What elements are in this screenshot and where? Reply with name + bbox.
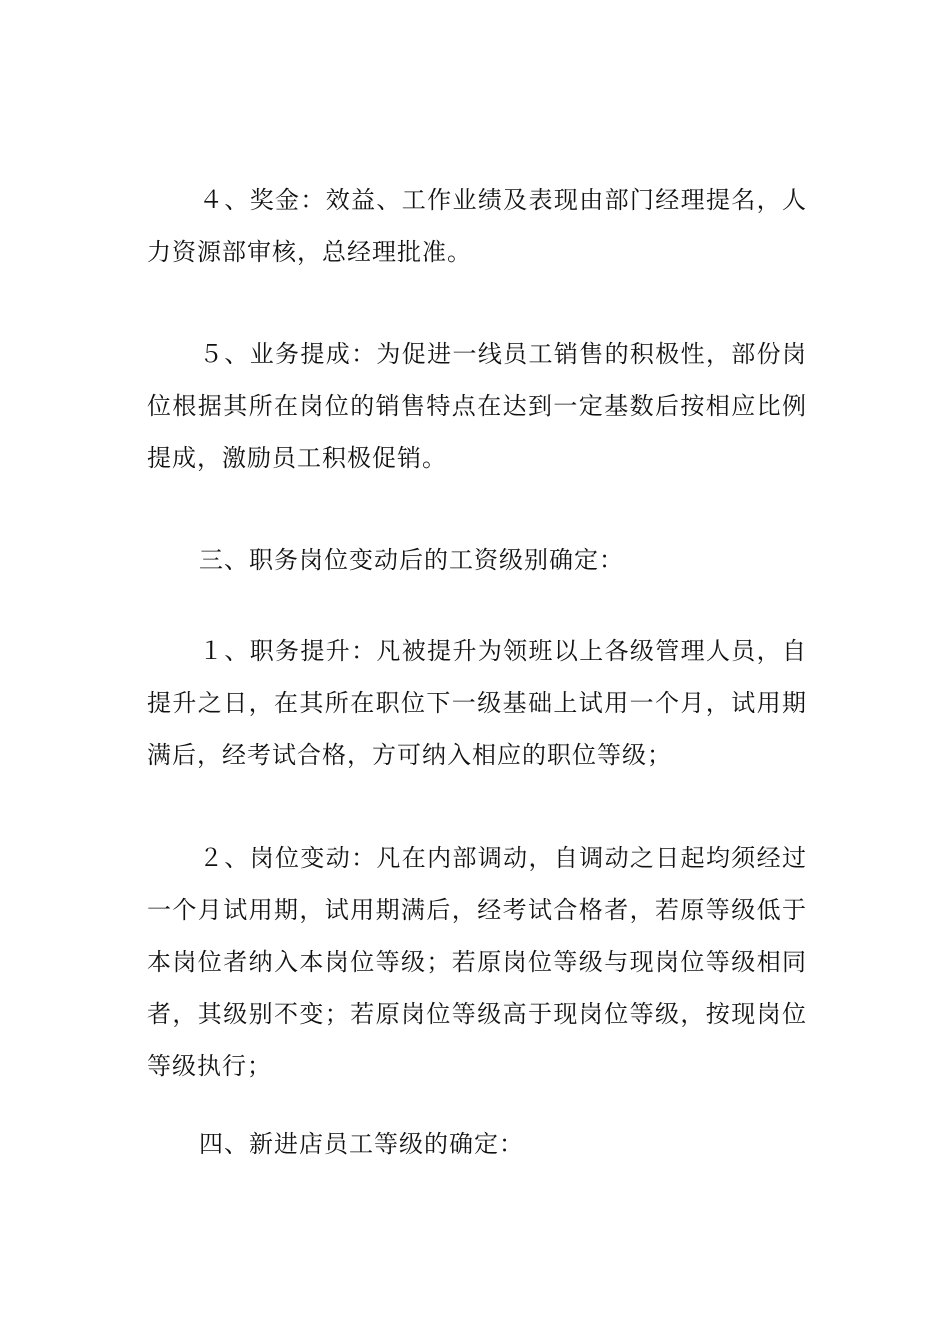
paragraph-bonus: ４、奖金：效益、工作业绩及表现由部门经理提名，人力资源部审核，总经理批准。	[147, 186, 807, 266]
section-heading-new-employee-grade: 四、新进店员工等级的确定：	[199, 1130, 524, 1158]
section-heading-position-change: 三、职务岗位变动后的工资级别确定：	[199, 546, 624, 574]
paragraph-sales-commission: ５、业务提成：为促进一线员工销售的积极性，部份岗位根据其所在岗位的销售特点在达到一定基数后按相应比例提成，激励员工积极促销。	[147, 340, 807, 472]
paragraph-transfer: ２、岗位变动：凡在内部调动，自调动之日起均须经过一个月试用期，试用期满后，经考试合格者，若原等级低于本岗位者纳入本岗位等级；若原岗位等级与现岗位等级相同者，其级别不变；若原岗位等级高于现岗位等级，按现岗位等级执行；	[147, 844, 807, 1080]
paragraph-promotion: １、职务提升：凡被提升为领班以上各级管理人员，自提升之日，在其所在职位下一级基础上试用一个月，试用期满后，经考试合格，方可纳入相应的职位等级；	[147, 637, 807, 769]
